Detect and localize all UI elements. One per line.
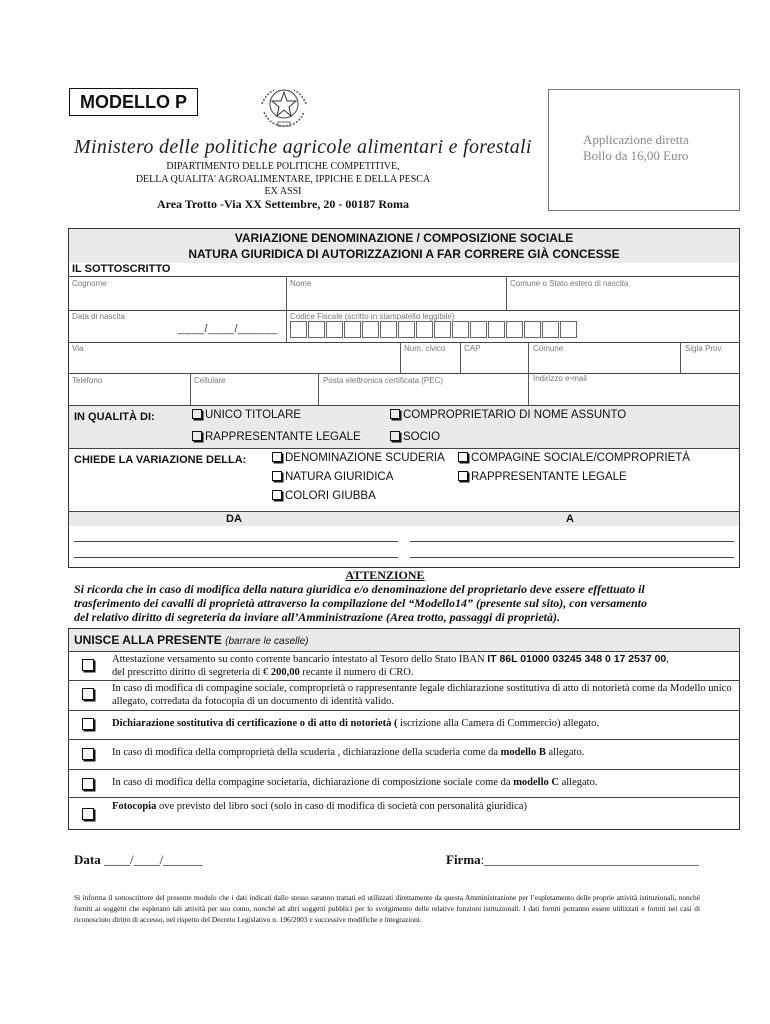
cognome-label: Cognome: [72, 279, 107, 288]
checkbox-icon: [192, 431, 202, 441]
variation-colori[interactable]: COLORI GIUBBA: [272, 490, 376, 502]
attachments-heading: UNISCE ALLA PRESENTE (barrare le caselle): [74, 633, 309, 647]
date-field[interactable]: [74, 852, 202, 868]
to-line-1[interactable]: [410, 541, 734, 542]
subscriber-heading: IL SOTTOSCRITTO: [72, 263, 171, 275]
checkbox-icon: [272, 452, 282, 462]
stamp-line-1: Applicazione diretta: [583, 132, 689, 147]
attachment-checkbox-1[interactable]: [82, 657, 97, 675]
signature-field[interactable]: [446, 852, 699, 868]
ministry-name: Ministero delle politiche agricole alimentari e forestali: [74, 136, 532, 158]
checkbox-icon: [458, 471, 468, 481]
checkbox-icon: [272, 471, 282, 481]
cap-label: CAP: [464, 344, 481, 353]
department-line-2: DELLA QUALITA' AGROALIMENTARE, IPPICHE E DELLA PESCA: [135, 174, 431, 185]
civic-number-label: Num. civico: [404, 344, 446, 353]
attention-title: ATTENZIONE: [345, 568, 425, 582]
department-line-1: DIPARTIMENTO DELLE POLITICHE COMPETITIVE,: [166, 161, 400, 172]
from-line-1[interactable]: [74, 541, 398, 542]
from-label: DA: [226, 513, 242, 525]
checkbox-icon: [192, 409, 202, 419]
birthdate-field[interactable]: ____/____/______: [178, 323, 278, 335]
checkbox-icon: [390, 431, 400, 441]
checkbox-icon: [390, 409, 400, 419]
from-line-2[interactable]: [74, 557, 398, 558]
attachment-checkbox-6[interactable]: [82, 806, 97, 824]
cognome-field[interactable]: [70, 290, 284, 308]
province-label: Sigla Prov.: [685, 344, 724, 353]
attention-line-1: Si ricorda che in caso di modifica della natura giuridica e/o denominazione del proprietario deve essere effettuato il: [74, 582, 645, 596]
attachment-item-3: Dichiarazione sostitutiva di certificazione o di atto di notorietà ( iscrizione alla Camera di Commercio) allegato.: [112, 718, 599, 729]
model-label-box: [69, 88, 198, 116]
variation-denominazione[interactable]: DENOMINAZIONE SCUDERIA: [272, 452, 445, 464]
signature-blank: :_________________________________: [480, 852, 699, 867]
department-line-3: EX ASSI: [264, 186, 302, 197]
form-title-2: NATURA GIURIDICA DI AUTORIZZAZIONI A FAR CORRERE GIÀ CONCESSE: [188, 247, 620, 261]
checkbox-icon: [82, 659, 94, 671]
date-blank: ____/____/______: [103, 852, 203, 867]
variation-natura[interactable]: NATURA GIURIDICA: [272, 471, 393, 483]
attachment-checkbox-2[interactable]: [82, 686, 97, 704]
signature-label: Firma: [446, 852, 481, 867]
form-title-1: VARIAZIONE DENOMINAZIONE / COMPOSIZIONE SOCIALE: [234, 231, 574, 245]
checkbox-icon: [82, 778, 94, 790]
phone-label: Telefono: [72, 376, 103, 385]
via-label: Via: [72, 344, 84, 353]
privacy-notice: Si informa il sottoscrittore del presente modulo che i dati indicati dallo stesso saranno trattati ed utilizzati direttamente da questa Amministrazione per l’espletamento delle proprie attività istituzionali, nonché forniti ai soggetti che espletano tali attività per suo conto, nonché ad altri soggetti pubblici per lo svolgimento delle relative funzioni istituzionali. I dati forniti potranno essere utilizzati e forniti nei casi di riconosciuto diritto di accesso, nel rispetto del Decreto Legislativo n. 196/2003 e successive modifiche e integrazioni.: [74, 893, 700, 924]
checkbox-icon: [82, 718, 94, 730]
email-label: Indirizzo e-mail: [533, 374, 587, 383]
quality-unico-titolare[interactable]: UNICO TITOLARE: [192, 409, 301, 421]
quality-socio[interactable]: SOCIO: [390, 431, 440, 443]
attachment-item-4: In caso di modifica della comproprietà della scuderia , dichiarazione della scuderia come da modello B allegato.: [112, 747, 585, 758]
attachment-item-5: In caso di modifica della compagine societaria, dichiarazione di composizione sociale come da modello C allegato.: [112, 777, 598, 788]
nome-label: Nome: [290, 279, 312, 288]
checkbox-icon: [272, 490, 282, 500]
republic-emblem: [256, 82, 312, 130]
quality-comproprietario[interactable]: COMPROPRIETARIO DI NOME ASSUNTO: [390, 409, 626, 421]
attachment-item-6: Fotocopia ove previsto del libro soci (solo in caso di modifica di società con personalità giuridica): [112, 801, 527, 812]
stamp-line-2: Bollo da 16,00 Euro: [583, 148, 689, 163]
quality-rappresentante[interactable]: RAPPRESENTANTE LEGALE: [192, 431, 361, 443]
to-label: A: [566, 513, 574, 525]
tax-code-boxes[interactable]: [290, 321, 590, 338]
checkbox-icon: [82, 748, 94, 760]
variation-compagine[interactable]: COMPAGINE SOCIALE/COMPROPRIETÀ: [458, 452, 690, 464]
birthplace-label: Comune o Stato estero di nascita: [510, 279, 629, 288]
tax-code-label: Codice Fiscale (scritto in stampatello leggibile): [290, 312, 455, 321]
attention-line-2: trasferimento dei cavalli di proprietà attraverso la compilazione del “Modello14” (presente sul sito), con versamento: [74, 596, 647, 610]
variation-rappresentante[interactable]: RAPPRESENTANTE LEGALE: [458, 471, 627, 483]
checkbox-icon: [458, 452, 468, 462]
quality-label: IN QUALITÀ DI:: [74, 411, 155, 423]
office-address: Area Trotto -Via XX Settembre, 20 - 00187 Roma: [156, 197, 410, 211]
attention-line-3: del relativo diritto di segreteria da inviare all’Amministrazione (Area trotto, passaggi di proprietà).: [74, 610, 561, 624]
pec-label: Posta elettronica certificata (PEC): [323, 376, 444, 385]
attachment-checkbox-4[interactable]: [82, 746, 97, 764]
tax-code-grid: [290, 321, 590, 338]
birthplace-field[interactable]: [508, 290, 738, 308]
date-label: Data: [74, 852, 101, 867]
attachment-item-1: Attestazione versamento su conto corrente bancario intestato al Tesoro dello Stato IBAN IT 86L 01000 03245 348 0 17 2537 00, del prescritto diritto di segreteria di € 200,00 recante il numero di CRO.: [112, 653, 669, 678]
mobile-label: Cellulare: [194, 376, 226, 385]
model-label: MODELLO P: [80, 92, 187, 112]
checkbox-icon: [82, 808, 94, 820]
checkbox-icon: [82, 688, 94, 700]
to-line-2[interactable]: [410, 557, 734, 558]
attachment-checkbox-3[interactable]: [82, 716, 97, 734]
birthdate-label: Data di nascita: [72, 312, 125, 321]
comune-label: Comune: [533, 344, 564, 353]
nome-field[interactable]: [288, 290, 504, 308]
revenue-stamp-box: [548, 89, 740, 211]
attachment-checkbox-5[interactable]: [82, 776, 97, 794]
variation-label: CHIEDE LA VARIAZIONE DELLA:: [74, 454, 247, 466]
attachment-item-2: In caso di modifica di compagine sociale, comproprietà o rappresentante legale dichiarazione sostitutiva di atto di notorietà come da Modello unico allegato, corredata da fotocopia di un documento di identità valido.: [112, 683, 732, 707]
